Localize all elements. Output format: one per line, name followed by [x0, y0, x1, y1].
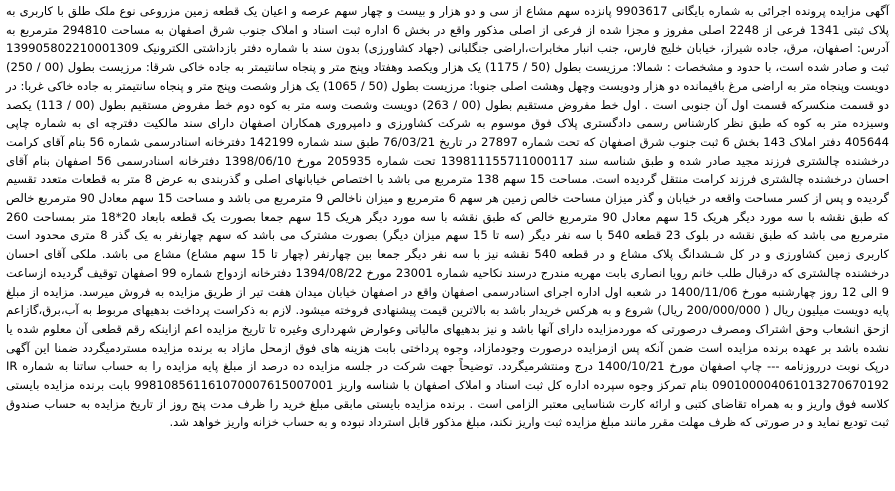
auction-notice-text: آگهی مزایده پرونده اجرائی به شماره بایگانی 9903617 پانزده سهم مشاع از سی و دو هزار و بیست و چهار سهم عرصه و اعیان یک قطعه زمین مزروعی نوع ملک طلق با کاربری به پلاک ثبتی 1341 فرعی از 2248 اصلی مفروز و مجزا شده از فرعی از اصلی مذکور واقع در بخش 6 اداره ثبت اسناد و املاک جنوب شرق اصفهان به مساحت 294810 مترمربع به آدرس: اصفهان، مرق، جاده شیراز، خیابان خلیج فارس، جنب انبار مخابرات،اراضی جنگلبانی (جهاد کشاورزی) بدون سند با شماره دفتر بازداشتی الکترونیک 139905802210001309 ثبت و صادر شده است، با حدود و مشخصات : شمالا: مرزیست بطول (50 / 1175) یک هزار ویکصد وهفتاد وپنج متر و پنجاه سانتیمتر به جاده خاکی شرقا: مرزیست بطول (00 / 250) دویست وپنجاه متر به اراضی مرغ بافیمانده دو هزار ودویست وچهل وهشت اصلی جنوبا: مرزیست بطول (50 / 1065) یک هزار وشصت وپنج متر و پنجاه سانتیمتر به جاده خاکی غربا: در دو قسمت منکسرکه قسمت اول آن جنوبی است . اول خط مفروض مستقیم بطول (00 / 263) دویست وشصت وسه متر به کوه دوم خط مفروض مستقیم بطول (00 / 113) یکصد وسیزده متر به کوه که طبق نظر کارشناس رسمی دادگستری پلاک فوق موسوم به شرکت کشاورزی و دامپروری همکاران اصفهان دارای سند مالکیت دفترچه ای به شماره چاپی 405644 دفتر املاک 143 بخش 6 ثبت جنوب شرق اصفهان که تحت شماره 27897 در تاریخ 76/03/21 طبق سند شماره 142199 دفترخانه اسنادرسمی شماره 56 بنام آقای کرامت درخشنده چالشتری فرزند مجید صادر شده و طبق شناسه سند 139811155711000117 تحت شماره 205935 مورخ 1398/06/10 دفترخانه اسنادرسمی 56 اصفهان بنام آقای احسان درخشنده چالشتری فرزند کرامت منتقل گردیده است. مساحت 15 سهم 138 مترمربع می باشد با اختصاص خیابانهای اصلی و گذربندی به عرض 8 متر به قطعات متعدد تقسیم گردیده و پس از کسر مساحت واقعه در خیابان و گذر میزان مساحت خالص زمین هر سهم 6 مترمربع و میزان ناخالص 9 مترمربع می باشد و مساحت 15 سهم معادل 90 مترمربع خالص که طبق نقشه با سه مورد دیگر هریک 15 سهم معادل 90 مترمربع خالص که طبق نقشه با سه مورد دیگر هریک 15 سهم جمعا بصورت یک قطعه بابعاد 20*18 متر بمساحت 260 مترمربع می باشد که طبق نقشه در بلوک 23 قطعه 540 با سه نفر دیگر (سه تا 15 سهم میزان دیگر) بصورت مشترک می باشد که سهم چهارنفر به یک گذر 8 متری محدود است کاربری زمین کشاورزی و در کل شـشدانگ پلاک مشاع و در قطعه 540 نقشه نیز با سه نفر دیگر جمعا بین چهارنفر (چهار تا 15 سهم مشاع) مشاع می باشد. ملکی آقای احسان درخشنده چالشتری که درقبال طلب خانم رویا انصاری بابت مهریه مندرج درسند نکاحیه شماره 23001 مورخ 1394/08/22 دفترخانه ازدواج شماره 99 اصفهان توقیف گردیده ازساعت 9 الی 12 روز چهارشنبه مورخ 1400/11/06 در شعبه اول اداره اجرای اسنادرسمی اصفهان واقع در اصفهان خیابان میدان هفت تیر از طریق مزایده به فروش میرسد. مزایده از مبلغ پایه دویست میلیون ریال ( 200/000/000 ریال) شروع و به هرکس خریدار باشد به بالاترین قیمت پیشنهادی فروخته میشود. لازم به ذکراست پرداخت بدهیهای مربوط به آب،برق،گازاعم ازحق انشعاب وحق اشتراک ومصرف درصورتی که موردمزایده دارای آنها باشد و نیز بدهیهای مالیاتی وعوارض شهرداری وغیره تا تاریخ مزایده اعم ازاینکه رقم قطعی آن معلوم شده یا نشده باشد بر عهده برنده مزایده است ضمن آنکه پس ازمزایده درصورت وجودمازاد، وجوه پرداختی بابت هزینه های فوق ازمحل مازاد به برنده مزایده مستردمیگردد ضمنا این آگهی درپک نوبت درروزنامه --- چاپ اصفهان مورخ 1400/10/21 درج ومنتشرمیگردد. توضیحاً جهت شرکت در جلسه مزایده ده درصد از مبلغ پایه مزایده را به حساب ساتنا به شماره IR 090100004061013270670192 بنام تمرکز وجوه سپرده اداره کل ثبت اسناد و املاک اصفهان با شناسه واریز 998108561161070007615007001 بابت برنده مزایده بایستی کلاسه فوق واریز و به همراه تقاضای کتبی و ارائه کارت شناسایی معتبر الزامی است . برنده مزایده بایستی مابقی مبلغ خرید را ظرف مدت پنج روز از تاریخ مزایده به حساب صندوق ثبت تودیع نماید و در صورتی که ظرف مهلت مقرر مانند مبلغ مزایده ثبت واریز نکند، مبلغ مذکور قابل استرداد نبوده و به حساب خزانه واریز خواهد شد. [6, 4, 890, 430]
